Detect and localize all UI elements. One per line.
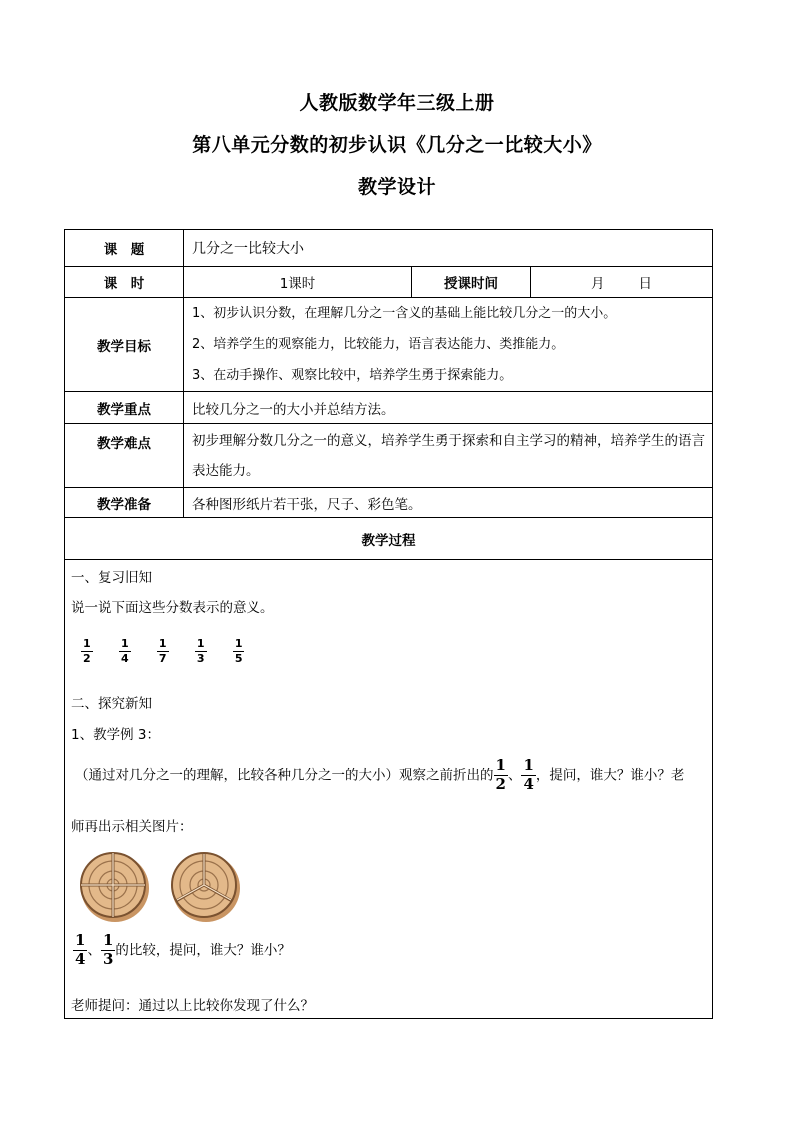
- fraction-half: $\frac{1}{2}$: [495, 756, 506, 793]
- row-process-header: [65, 518, 713, 560]
- row-key: [65, 392, 713, 424]
- cmp-text: 的比较，提问，谁大？谁小？: [115, 942, 291, 959]
- row-goals: [65, 298, 713, 392]
- process-label: 教学过程: [65, 518, 713, 560]
- prep-value: 各种图形纸片若干张，尺子、彩色笔。: [184, 488, 713, 518]
- fraction-quarter: $\frac{1}{4}$: [75, 931, 86, 968]
- topic-value: 几分之一比较大小: [184, 230, 713, 267]
- date-label: 授课时间: [412, 267, 531, 298]
- cake-images: [77, 848, 247, 924]
- fraction-third: $\frac{1}{3}$: [102, 931, 114, 968]
- example-paragraph: [75, 758, 684, 793]
- review-prompt: 说一说下面这些分数表示的意义。: [71, 600, 274, 616]
- paragraph-line2: 师再出示相关图片：: [71, 819, 193, 835]
- period-value: 1课时: [184, 267, 412, 298]
- date-value: [531, 267, 713, 298]
- goals-list: [184, 298, 713, 392]
- goal-item: 3、在动手操作、观察比较中，培养学生勇于探索能力。: [192, 368, 513, 383]
- fraction-item: $\frac{1}{2}$: [83, 637, 91, 665]
- key-label: 教学重点: [65, 392, 184, 424]
- fraction-item: $\frac{1}{5}$: [234, 637, 243, 665]
- key-value: 比较几分之一的大小并总结方法。: [184, 392, 713, 424]
- row-prep: [65, 488, 713, 518]
- doc-title-line1: 人教版数学年三级上册: [299, 92, 495, 114]
- fraction-row: [81, 638, 266, 664]
- cake-quarters-image: [80, 852, 149, 922]
- goal-item: 1、初步认识分数，在理解几分之一含义的基础上能比较几分之一的大小。: [192, 306, 617, 321]
- cmp-sep: 、: [87, 942, 101, 959]
- process-cell: [65, 560, 713, 1019]
- doc-title-line3: 教学设计: [357, 176, 436, 198]
- row-difficulty: [65, 424, 713, 488]
- lesson-table: [64, 229, 713, 1019]
- prep-label: 教学准备: [65, 488, 184, 518]
- comparison-line: [73, 933, 291, 968]
- section-review-heading: 一、复习旧知: [71, 570, 152, 586]
- fraction-item: $\frac{1}{3}$: [196, 637, 205, 665]
- topic-label: 课 题: [65, 230, 184, 267]
- fraction-item: $\frac{1}{4}$: [120, 637, 129, 665]
- example-label: 1、教学例 3：: [71, 727, 160, 743]
- para-text: （通过对几分之一的理解，比较各种几分之一的大小）观察之前折出的: [75, 767, 494, 784]
- goals-label: 教学目标: [65, 298, 184, 392]
- difficulty-value: 初步理解分数几分之一的意义，培养学生勇于探索和自主学习的精神，培养学生的语言表达能力。: [184, 424, 713, 488]
- row-topic: [65, 230, 713, 267]
- period-label: 课 时: [65, 267, 184, 298]
- section-explore-heading: 二、探究新知: [71, 696, 152, 712]
- row-process: [65, 560, 713, 1019]
- fraction-item: $\frac{1}{7}$: [158, 637, 167, 665]
- doc-title-line2: 第八单元分数的初步认识《几分之一比较大小》: [192, 134, 602, 156]
- date-month: 月: [591, 276, 605, 292]
- fraction-quarter: $\frac{1}{4}$: [523, 756, 534, 793]
- para-text-end: ，提问，谁大？谁小？老: [535, 767, 685, 784]
- difficulty-label: 教学难点: [65, 424, 184, 488]
- teacher-question: 老师提问：通过以上比较你发现了什么？: [71, 998, 314, 1014]
- para-sep: 、: [507, 767, 522, 784]
- cake-thirds-image: [172, 853, 240, 922]
- goal-item: 2、培养学生的观察能力，比较能力，语言表达能力、类推能力。: [192, 337, 565, 352]
- row-period: [65, 267, 713, 298]
- date-day: 日: [638, 276, 652, 292]
